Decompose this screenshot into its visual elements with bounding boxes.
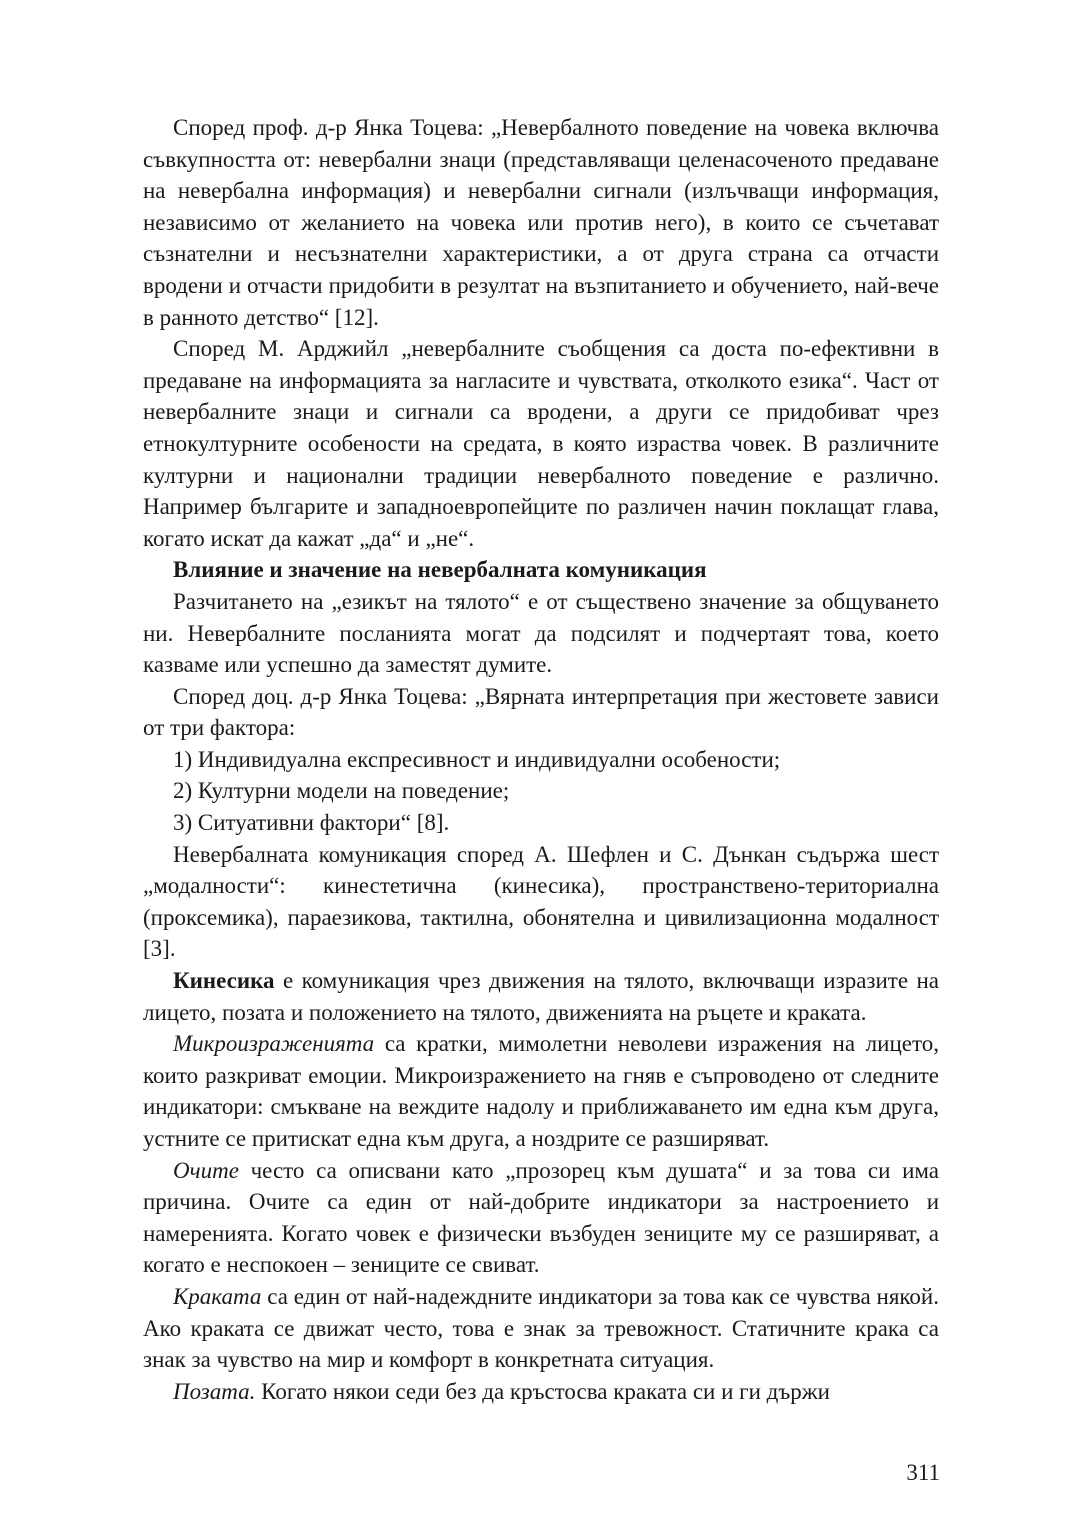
list-item-1: 1) Индивидуална експресивност и индивидуални особености; <box>173 746 781 772</box>
kinesics-text: е комуникация чрез движения на тялото, включващи изразите на лицето, позата и положението на тялото, движенията на ръцете и краката. <box>143 968 939 1025</box>
eyes-text: често са описвани като „прозорец към душата“ и за това си има причина. Очите са един от най-добрите индикатори за настроението и намеренията. Когато човек е физически възбуден зениците му се разширяват, а когато е неспокоен – зениците се свиват. <box>143 1157 939 1278</box>
paragraph-eyes <box>143 1155 939 1281</box>
page-number: 311 <box>906 1460 940 1485</box>
term-eyes: Очите <box>173 1157 239 1183</box>
paragraph-microexpressions <box>143 1028 939 1154</box>
paragraph-argyle: Според М. Арджийл „невербалните съобщения са доста по-ефективни в предаване на информацията за нагласите и чувствата, отколкото езика“. Част от невербалните знаци и сигнали са вродени, а други се придобиват чрез етнокултурните особености на средата, в която израства човек. В различните културни и национални традиции невербалното поведение е различно. Например българите и западноевропейците по различен начин поклащат глава, когато искат да кажат „да“ и „не“. <box>143 336 939 551</box>
paragraph-legs <box>143 1281 939 1376</box>
page-body <box>143 112 939 1407</box>
paragraph-kinesics <box>143 965 939 1028</box>
paragraph-totseva-quote: Според проф. д-р Янка Тоцева: „Невербалното поведение на човека включва съвкупността от: невербални знаци (представляващи целенасоченото предаване на невербална информация) и невербални сигнали (излъчващи информация, независимо от желанието на човека или против него), в които се съчетават съзнателни и несъзнателни характеристики, а от друга страна са отчасти вродени и отчасти придобити в резултат на възпитанието и обучението, най-вече в ранното детство“ [12]. <box>143 115 939 330</box>
term-legs: Краката <box>173 1283 262 1309</box>
paragraph-body-language: Разчитането на „езикът на тялото“ е от съществено значение за общуването ни. Невербалните посланията могат да подсилят и подчертаят това, което казваме или успешно да заместят думите. <box>143 588 939 678</box>
section-heading: Влияние и значение на невербалната комуникация <box>173 557 707 583</box>
legs-text: са един от най-надеждните индикатори за това как се чувства някой. Ако краката се движат често, това е знак за тревожност. Статичните крака са знак за чувство на мир и комфорт в конкретната ситуация. <box>143 1283 939 1373</box>
posture-text: Когато някои седи без да кръстосва краката си и ги държи <box>255 1378 830 1404</box>
paragraph-interpretation: Според доц. д-р Янка Тоцева: „Вярната интерпретация при жестовете зависи от три фактора: <box>143 683 939 741</box>
micro-text: са кратки, мимолетни неволеви изражения на лицето, които разкриват емоции. Микроизражението на гняв е съпроводено от следните индикатори: смъкване на веждите надолу и приближаването им една към друга, устните се притискат една към друга, а ноздрите се разширяват. <box>143 1031 939 1151</box>
list-item-3: 3) Ситуативни фактори“ [8]. <box>173 810 450 836</box>
paragraph-modalities: Невербалната комуникация според А. Шефлен и С. Дънкан съдържа шест „модалности“: кинестетична (кинесика), пространствено-териториална (проксемика), параезикова, тактилна, обонятелна и цивилизационна модалност [3]. <box>143 841 939 962</box>
term-posture: Позата. <box>173 1378 256 1404</box>
paragraph-posture <box>143 1376 939 1408</box>
list-item-2: 2) Културни модели на поведение; <box>173 778 510 804</box>
term-kinesics: Кинесика <box>173 968 275 994</box>
term-microexpressions: Микроизраженията <box>173 1031 375 1057</box>
